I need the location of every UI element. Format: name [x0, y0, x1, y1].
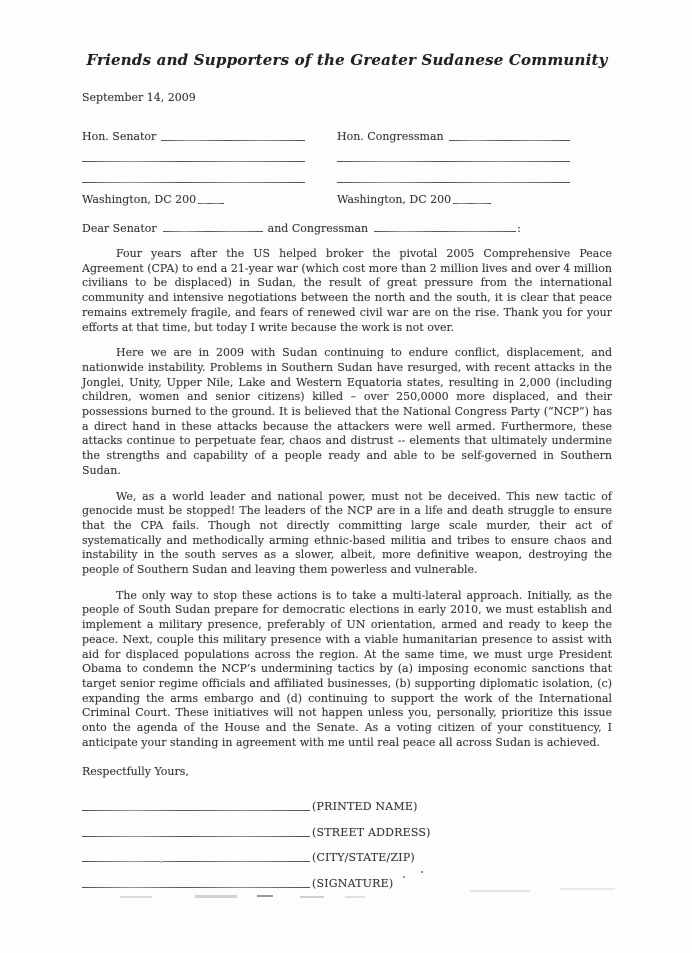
signature-row: [82, 864, 612, 890]
signature-block: [82, 788, 612, 890]
congressman-address-column: [337, 122, 570, 206]
senator-label: Hon. Senator: [82, 130, 157, 143]
congressman-label: Hon. Congressman: [337, 130, 444, 143]
letter-title: Friends and Supporters of the Greater Sudanese Community: [86, 51, 608, 69]
congressman-name-blank-line: [449, 140, 570, 141]
scan-artifact: [470, 890, 530, 892]
congressman-city-label: Washington, DC 200: [337, 193, 452, 206]
body-paragraph-3: We, as a world leader and national power, must not be deceived. This new tactic of genocide must be stopped! The leaders of the NCP are in a life and death struggle to ensure that the CPA fails. Though not directly committing large scale murder, their act of systematically and methodically arming ethnic-based militia and tribes to ensure chaos and instability in the south serves as a slower, albeit, more definitive weapon, destroying the people of Southern Sudan and leaving them powerless and vulnerable.: [82, 489, 612, 577]
body-paragraph-1: Four years after the US helped broker the pivotal 2005 Comprehensive Peace Agreement (CPA) to end a 21-year war (which cost more than 2 million lives and over 4 million civilians to be displaced) in Sudan, the result of great pressure from the international community and intensive negotiations between the north and the south, it is clear that peace remains extremely fragile, and fears of renewed civil war are on the rise. Thank you for your efforts at that time, but today I write because the work is not over.: [82, 247, 612, 334]
senator-city-row: [82, 185, 305, 206]
signature-label: (SIGNATURE): [312, 876, 394, 890]
city-state-zip-row: [82, 839, 612, 865]
scan-artifact: [345, 896, 365, 898]
street-address-label: (STREET ADDRESS): [312, 825, 431, 839]
city-state-zip-blank-line: [82, 861, 310, 862]
congressman-address-blank-line-1: [337, 161, 570, 162]
senator-address-blank-line-1: [82, 161, 305, 162]
printed-name-row: [82, 788, 612, 814]
congressman-address-blank-line-2: [337, 182, 570, 183]
salutation-line: [82, 222, 612, 236]
letter-date: September 14, 2009: [82, 91, 196, 104]
body-paragraph-2: Here we are in 2009 with Sudan continuing to endure conflict, displacement, and nationwide instability. Problems in Southern Sudan have resurged, with recent attacks in the Jonglei, Unity, Upper Nile, Lake and Western Equatoria states, resulting in 2,000 (including children, women and senior citizens) killed – over 250,0000 more displaced, and their possessions burned to the ground. It is believed that the National Congress Party (“NCP”) has a direct hand in these attacks because the attackers were well armed. Furthermore, these attacks continue to perpetuate fear, chaos and distrust -- elements that ultimately undermine the strengths and capability of a people ready and able to be self-governed in Southern Sudan.: [82, 346, 612, 477]
scan-artifact: [120, 896, 152, 898]
city-state-zip-label: (CITY/STATE/ZIP): [312, 851, 415, 864]
signature-blank-line: [82, 887, 310, 888]
salutation-and-congressman: and Congressman: [267, 222, 369, 235]
scan-artifact: [300, 896, 324, 898]
scan-artifact: [257, 895, 273, 897]
congressman-name-row: [337, 122, 570, 143]
body-paragraph-4: The only way to stop these actions is to take a multi-lateral approach. Initially, as the people of South Sudan prepare for democratic elections in early 2010, we must establish and implement a military presence, preferably of UN orientation, armed and ready to keep the peace. Next, couple this military presence with a viable humanitarian presence to assist with aid for displaced populations across the region. At the same time, we must urge President Obama to condemn the NCP’s undermining tactics by (a) imposing economic sanctions that target senior regime officials and affiliated businesses, (b) supporting diplomatic isolation, (c) expanding the arms embargo and (d) continuing to support the work of the International Criminal Court. These initiatives will not happen unless you, personally, prioritize this issue onto the agenda of the House and the Senate. As a voting citizen of your constituency, I anticipate your standing in agreement with me until real peace all across Sudan is achieved.: [82, 588, 612, 749]
salutation-congressman-blank-line: [374, 231, 516, 232]
senator-address-blank-line-2: [82, 182, 305, 183]
street-address-blank-line: [82, 836, 310, 837]
senator-address-row-2: [82, 164, 305, 185]
senator-city-label: Washington, DC 200: [82, 193, 197, 206]
senator-zip-blank-line: [198, 203, 224, 204]
closing-line: Respectfully Yours,: [82, 764, 189, 778]
senator-name-blank-line: [161, 140, 305, 141]
printed-name-blank-line: [82, 810, 310, 811]
salutation-colon: :: [517, 222, 521, 235]
salutation-dear-senator: Dear Senator: [82, 222, 157, 235]
scan-artifact: [195, 895, 237, 898]
senator-address-row-1: [82, 143, 305, 164]
salutation-senator-blank-line: [163, 231, 263, 232]
congressman-address-row-1: [337, 143, 570, 164]
senator-name-row: [82, 122, 305, 143]
congressman-city-row: [337, 185, 570, 206]
printed-name-label: (PRINTED NAME): [312, 800, 418, 813]
recipient-address-block: [82, 122, 612, 206]
congressman-zip-blank-line: [453, 203, 491, 204]
street-address-row: [82, 813, 612, 839]
congressman-address-row-2: [337, 164, 570, 185]
senator-address-column: [82, 122, 305, 206]
